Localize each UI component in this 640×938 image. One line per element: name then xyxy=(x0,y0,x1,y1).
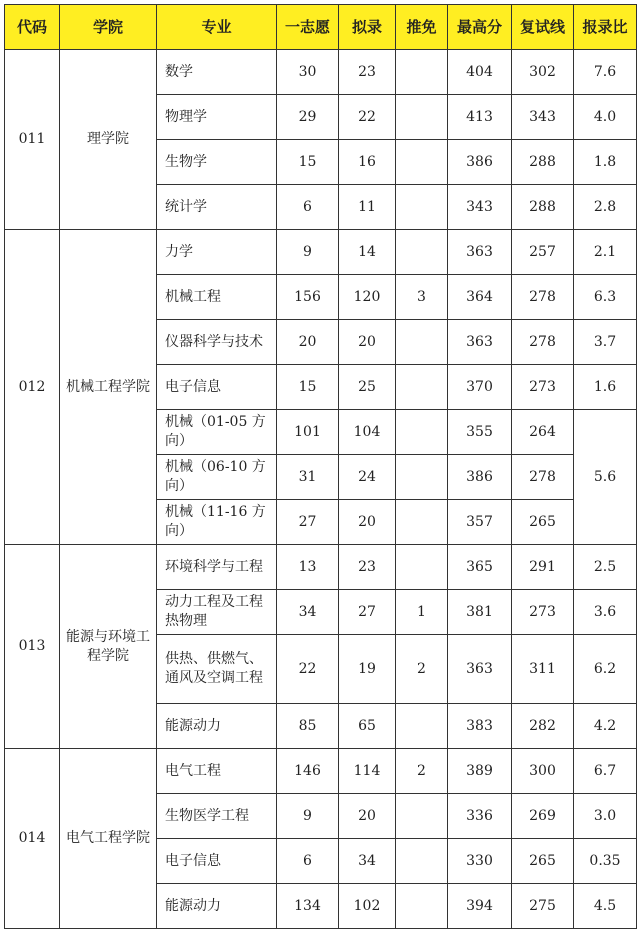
first-choice-count: 30 xyxy=(277,50,339,95)
max-score: 363 xyxy=(448,635,512,704)
first-choice-count: 34 xyxy=(277,590,339,635)
exempt-count xyxy=(396,140,448,185)
admitted-count: 65 xyxy=(339,704,396,749)
header-college: 学院 xyxy=(60,5,157,50)
header-retest-line: 复试线 xyxy=(512,5,574,50)
admitted-count: 23 xyxy=(339,50,396,95)
first-choice-count: 6 xyxy=(277,185,339,230)
exempt-count xyxy=(396,455,448,500)
exempt-count xyxy=(396,185,448,230)
first-choice-count: 6 xyxy=(277,839,339,884)
ratio: 4.2 xyxy=(574,704,637,749)
major-name: 能源动力 xyxy=(157,884,277,929)
header-code: 代码 xyxy=(5,5,60,50)
table-row xyxy=(5,230,637,275)
major-name: 电子信息 xyxy=(157,365,277,410)
retest-line: 302 xyxy=(512,50,574,95)
max-score: 357 xyxy=(448,500,512,545)
header-max-score: 最高分 xyxy=(448,5,512,50)
first-choice-count: 29 xyxy=(277,95,339,140)
max-score: 386 xyxy=(448,455,512,500)
header-exempt: 推免 xyxy=(396,5,448,50)
ratio: 2.1 xyxy=(574,230,637,275)
ratio: 2.5 xyxy=(574,545,637,590)
admitted-count: 34 xyxy=(339,839,396,884)
major-name: 生物医学工程 xyxy=(157,794,277,839)
retest-line: 269 xyxy=(512,794,574,839)
exempt-count xyxy=(396,320,448,365)
max-score: 363 xyxy=(448,230,512,275)
major-name: 机械（11-16 方向） xyxy=(157,500,277,545)
ratio: 4.0 xyxy=(574,95,637,140)
major-name: 仪器科学与技术 xyxy=(157,320,277,365)
max-score: 386 xyxy=(448,140,512,185)
ratio-merged: 5.6 xyxy=(574,410,637,545)
major-name: 机械工程 xyxy=(157,275,277,320)
exempt-count xyxy=(396,50,448,95)
college-name: 机械工程学院 xyxy=(60,230,157,545)
retest-line: 273 xyxy=(512,365,574,410)
max-score: 389 xyxy=(448,749,512,794)
ratio: 4.5 xyxy=(574,884,637,929)
table-row xyxy=(5,50,637,95)
first-choice-count: 101 xyxy=(277,410,339,455)
first-choice-count: 9 xyxy=(277,230,339,275)
ratio: 1.6 xyxy=(574,365,637,410)
first-choice-count: 134 xyxy=(277,884,339,929)
ratio: 6.7 xyxy=(574,749,637,794)
exempt-count xyxy=(396,410,448,455)
max-score: 381 xyxy=(448,590,512,635)
admitted-count: 25 xyxy=(339,365,396,410)
ratio: 3.0 xyxy=(574,794,637,839)
major-name: 电气工程 xyxy=(157,749,277,794)
header-row xyxy=(5,5,637,50)
admitted-count: 20 xyxy=(339,500,396,545)
first-choice-count: 27 xyxy=(277,500,339,545)
first-choice-count: 13 xyxy=(277,545,339,590)
admitted-count: 114 xyxy=(339,749,396,794)
major-name: 数学 xyxy=(157,50,277,95)
ratio: 3.6 xyxy=(574,590,637,635)
college-code: 012 xyxy=(5,230,60,545)
admitted-count: 14 xyxy=(339,230,396,275)
retest-line: 278 xyxy=(512,320,574,365)
admission-table xyxy=(4,4,637,929)
retest-line: 300 xyxy=(512,749,574,794)
admitted-count: 16 xyxy=(339,140,396,185)
exempt-count xyxy=(396,545,448,590)
retest-line: 265 xyxy=(512,500,574,545)
first-choice-count: 15 xyxy=(277,140,339,185)
first-choice-count: 20 xyxy=(277,320,339,365)
max-score: 330 xyxy=(448,839,512,884)
retest-line: 278 xyxy=(512,275,574,320)
major-name: 机械（01-05 方向） xyxy=(157,410,277,455)
ratio: 6.3 xyxy=(574,275,637,320)
retest-line: 278 xyxy=(512,455,574,500)
exempt-count: 3 xyxy=(396,275,448,320)
ratio: 3.7 xyxy=(574,320,637,365)
admitted-count: 27 xyxy=(339,590,396,635)
admitted-count: 120 xyxy=(339,275,396,320)
college-code: 014 xyxy=(5,749,60,929)
major-name: 动力工程及工程热物理 xyxy=(157,590,277,635)
ratio: 0.35 xyxy=(574,839,637,884)
exempt-count: 2 xyxy=(396,749,448,794)
college-name: 电气工程学院 xyxy=(60,749,157,929)
admitted-count: 11 xyxy=(339,185,396,230)
max-score: 343 xyxy=(448,185,512,230)
table-row xyxy=(5,749,637,794)
major-name: 环境科学与工程 xyxy=(157,545,277,590)
retest-line: 343 xyxy=(512,95,574,140)
major-name: 物理学 xyxy=(157,95,277,140)
first-choice-count: 15 xyxy=(277,365,339,410)
retest-line: 265 xyxy=(512,839,574,884)
retest-line: 275 xyxy=(512,884,574,929)
major-name: 机械（06-10 方向） xyxy=(157,455,277,500)
ratio: 7.6 xyxy=(574,50,637,95)
admitted-count: 20 xyxy=(339,794,396,839)
table-row xyxy=(5,545,637,590)
admitted-count: 24 xyxy=(339,455,396,500)
max-score: 355 xyxy=(448,410,512,455)
major-name: 生物学 xyxy=(157,140,277,185)
admitted-count: 23 xyxy=(339,545,396,590)
header-admitted: 拟录 xyxy=(339,5,396,50)
major-name: 电子信息 xyxy=(157,839,277,884)
exempt-count xyxy=(396,884,448,929)
admitted-count: 104 xyxy=(339,410,396,455)
max-score: 404 xyxy=(448,50,512,95)
retest-line: 282 xyxy=(512,704,574,749)
first-choice-count: 31 xyxy=(277,455,339,500)
ratio: 2.8 xyxy=(574,185,637,230)
admitted-count: 102 xyxy=(339,884,396,929)
max-score: 336 xyxy=(448,794,512,839)
first-choice-count: 146 xyxy=(277,749,339,794)
max-score: 394 xyxy=(448,884,512,929)
college-name: 理学院 xyxy=(60,50,157,230)
admitted-count: 19 xyxy=(339,635,396,704)
major-name: 供热、供燃气、通风及空调工程 xyxy=(157,635,277,704)
exempt-count xyxy=(396,794,448,839)
admitted-count: 22 xyxy=(339,95,396,140)
first-choice-count: 22 xyxy=(277,635,339,704)
exempt-count xyxy=(396,704,448,749)
exempt-count xyxy=(396,365,448,410)
college-code: 013 xyxy=(5,545,60,749)
major-name: 能源动力 xyxy=(157,704,277,749)
exempt-count xyxy=(396,839,448,884)
ratio: 1.8 xyxy=(574,140,637,185)
college-name: 能源与环境工程学院 xyxy=(60,545,157,749)
retest-line: 288 xyxy=(512,185,574,230)
exempt-count xyxy=(396,230,448,275)
retest-line: 257 xyxy=(512,230,574,275)
header-ratio: 报录比 xyxy=(574,5,637,50)
retest-line: 264 xyxy=(512,410,574,455)
first-choice-count: 9 xyxy=(277,794,339,839)
first-choice-count: 85 xyxy=(277,704,339,749)
max-score: 370 xyxy=(448,365,512,410)
major-name: 统计学 xyxy=(157,185,277,230)
exempt-count xyxy=(396,95,448,140)
first-choice-count: 156 xyxy=(277,275,339,320)
retest-line: 273 xyxy=(512,590,574,635)
admitted-count: 20 xyxy=(339,320,396,365)
retest-line: 288 xyxy=(512,140,574,185)
max-score: 383 xyxy=(448,704,512,749)
ratio: 6.2 xyxy=(574,635,637,704)
retest-line: 291 xyxy=(512,545,574,590)
max-score: 413 xyxy=(448,95,512,140)
major-name: 力学 xyxy=(157,230,277,275)
college-code: 011 xyxy=(5,50,60,230)
exempt-count xyxy=(396,500,448,545)
retest-line: 311 xyxy=(512,635,574,704)
exempt-count: 1 xyxy=(396,590,448,635)
max-score: 363 xyxy=(448,320,512,365)
exempt-count: 2 xyxy=(396,635,448,704)
header-first-choice: 一志愿 xyxy=(277,5,339,50)
max-score: 364 xyxy=(448,275,512,320)
header-major: 专业 xyxy=(157,5,277,50)
max-score: 365 xyxy=(448,545,512,590)
